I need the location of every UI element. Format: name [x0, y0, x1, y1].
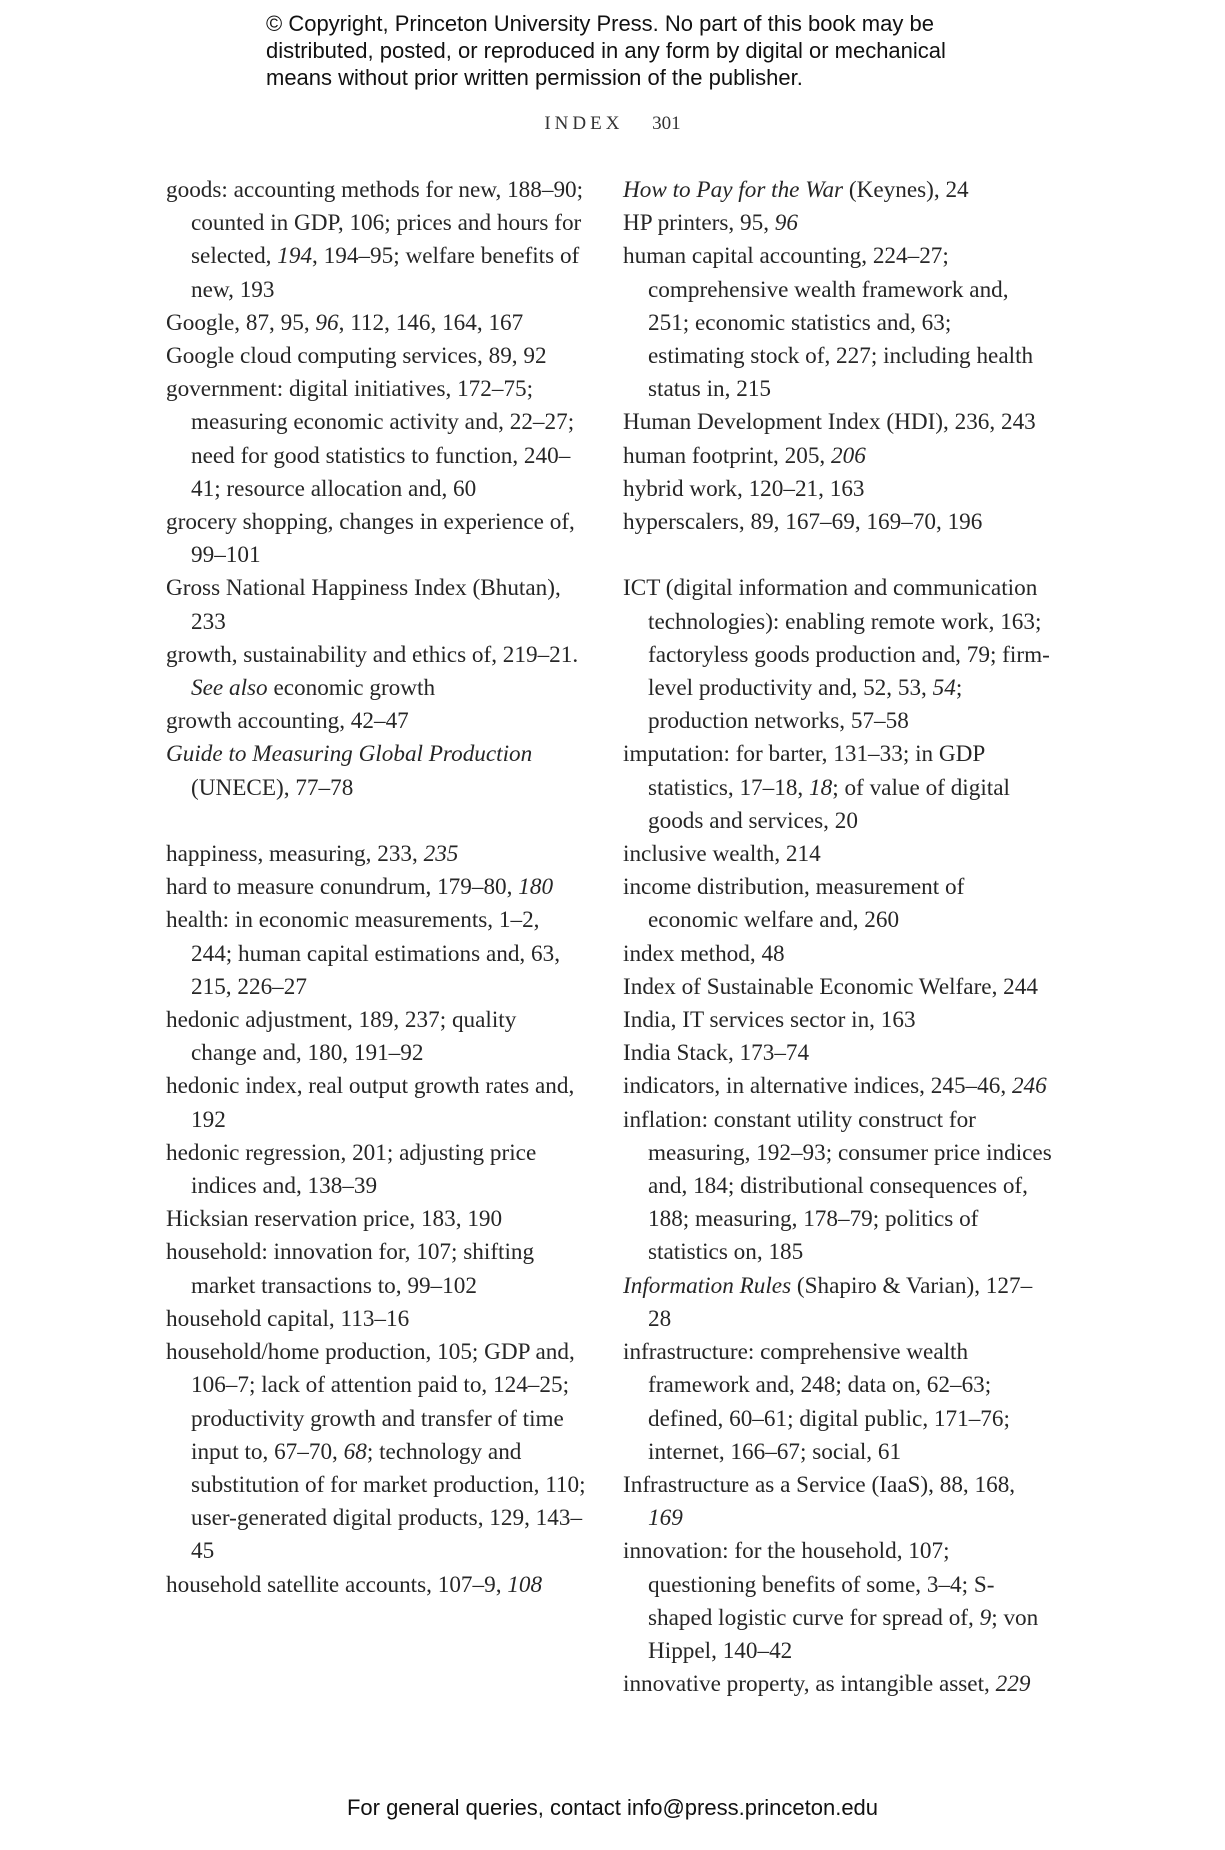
italic-text: 169	[648, 1505, 683, 1532]
entry-text: India Stack, 173–74	[623, 1040, 810, 1067]
index-entry	[623, 1668, 1053, 1701]
index-entry	[166, 705, 586, 738]
entry-text: inclusive wealth, 214	[623, 841, 821, 868]
index-entry	[166, 1070, 586, 1136]
italic-text: 54	[932, 675, 956, 702]
entry-text: Gross National Happiness Index (Bhutan), 233	[166, 575, 561, 635]
italic-text: How to Pay for the War	[623, 177, 844, 203]
contact-footer: For general queries, contact info@press.princeton.edu	[346, 1795, 879, 1820]
entry-text: indicators, in alternative indices, 245–46,	[623, 1073, 1012, 1100]
index-entry	[623, 971, 1053, 1004]
copyright-line: means without prior written permission of the publisher.	[266, 65, 803, 90]
running-head-title: INDEX	[544, 113, 624, 134]
entry-text: household: innovation for, 107; shifting market transactions to, 99–102	[166, 1239, 535, 1299]
index-entry	[166, 1303, 586, 1336]
entry-text: income distribution, measurement of economic welfare and, 260	[623, 874, 965, 934]
index-entry	[166, 1137, 586, 1203]
index-entry	[166, 738, 586, 804]
copyright-notice	[266, 10, 986, 91]
index-entry	[166, 904, 586, 1004]
page-number: 301	[652, 113, 681, 134]
entry-text: (Keynes), 24	[843, 177, 969, 203]
italic-text: Information Rules	[623, 1272, 792, 1299]
entry-text: ; von Hippel, 140–42	[648, 1604, 1039, 1664]
index-entry	[166, 506, 586, 572]
index-entry	[166, 174, 586, 307]
italic-text: 108	[507, 1571, 543, 1598]
italic-text: 9	[979, 1604, 992, 1631]
entry-text: household/home production, 105; GDP and, 106–7; lack of attention paid to, 124–25; productivity growth and transfer of time input to, 67–70,	[166, 1339, 575, 1465]
italic-text: 229	[995, 1671, 1031, 1698]
index-entry	[623, 406, 1053, 439]
index-entry	[166, 1004, 586, 1070]
italic-text: 96	[315, 309, 339, 336]
index-entry	[623, 207, 1053, 240]
entry-text: Index of Sustainable Economic Welfare, 244	[623, 973, 1038, 1000]
entry-text: household satellite accounts, 107–9,	[166, 1571, 508, 1598]
entry-text: human footprint, 205,	[623, 442, 832, 469]
entry-text: hedonic adjustment, 189, 237; quality change and, 180, 191–92	[166, 1007, 517, 1067]
entry-text: economic growth	[267, 675, 436, 702]
italic-text: See also	[191, 675, 268, 702]
index-entry	[623, 1037, 1053, 1070]
italic-text: 68	[343, 1438, 367, 1465]
index-entry	[623, 738, 1053, 838]
entry-text: India, IT services sector in, 163	[623, 1007, 916, 1034]
italic-text: 18	[809, 774, 833, 801]
index-entry	[166, 871, 586, 904]
entry-text: imputation: for barter, 131–33; in GDP statistics, 17–18,	[623, 741, 985, 801]
index-entry	[623, 838, 1053, 871]
entry-text: (Shapiro & Varian), 127–28	[648, 1272, 1033, 1332]
index-entry	[623, 1469, 1053, 1535]
entry-text: ; technology and substitution of for market production, 110; user-generated digital products, 129, 143–45	[191, 1438, 586, 1565]
entry-text: HP printers, 95,	[623, 210, 775, 237]
index-entry	[623, 871, 1053, 937]
entry-text: Infrastructure as a Service (IaaS), 88, 168,	[623, 1471, 1016, 1498]
index-column-right	[623, 174, 1053, 1701]
entry-text: , 112, 146, 164, 167	[338, 309, 524, 336]
index-entry	[166, 1203, 586, 1236]
index-entry	[623, 240, 1053, 406]
entry-text: innovative property, as intangible asset,	[623, 1671, 996, 1698]
entry-text: government: digital initiatives, 172–75; measuring economic activity and, 22–27; need for good statistics to function, 240–41; resource allocation and, 60	[166, 376, 575, 502]
entry-text: inflation: constant utility construct for measuring, 192–93; consumer price indices and, 184; distributional consequences of, 188; measuring, 178–79; politics of statistics on, 185	[623, 1106, 1052, 1266]
entry-text: Google, 87, 95,	[166, 309, 316, 336]
entry-text: innovation: for the household, 107; questioning benefits of some, 3–4; S-shaped logistic curve for spread of,	[623, 1538, 995, 1631]
index-entry	[623, 1336, 1053, 1469]
index-entry	[623, 1535, 1053, 1668]
italic-text: Guide to Measuring Global Production	[166, 741, 533, 768]
entry-text: growth, sustainability and ethics of, 219–21.	[166, 641, 579, 668]
index-entry	[166, 572, 586, 638]
index-entry	[166, 838, 586, 871]
copyright-line: distributed, posted, or reproduced in any form by digital or mechanical	[266, 38, 946, 63]
italic-text: 206	[831, 442, 866, 469]
italic-text: 246	[1011, 1073, 1047, 1100]
index-entry	[623, 1070, 1053, 1103]
entry-text: hard to measure conundrum, 179–80,	[166, 874, 519, 901]
index-entry	[623, 174, 1053, 207]
index-entry	[623, 572, 1053, 738]
italic-text: 180	[518, 874, 554, 901]
entry-text: Human Development Index (HDI), 236, 243	[623, 409, 1036, 436]
entry-text: hybrid work, 120–21, 163	[623, 475, 865, 502]
index-column-left	[166, 174, 586, 1602]
italic-text: 235	[423, 841, 459, 868]
entry-text: hyperscalers, 89, 167–69, 169–70, 196	[623, 509, 983, 536]
running-head	[0, 113, 1225, 135]
entry-text: infrastructure: comprehensive wealth framework and, 248; data on, 62–63; defined, 60–61; digital public, 171–76; internet, 166–67; social, 61	[623, 1339, 1010, 1465]
entry-text: hedonic index, real output growth rates and, 192	[166, 1073, 575, 1133]
index-entry	[166, 340, 586, 373]
index-entry	[623, 1104, 1053, 1270]
index-entry	[623, 938, 1053, 971]
entry-text: Google cloud computing services, 89, 92	[166, 343, 547, 370]
entry-text: goods: accounting methods for new, 188–90; counted in GDP, 106; prices and hours for selected,	[166, 177, 584, 270]
index-entry	[166, 1236, 586, 1302]
italic-text: 96	[774, 210, 798, 237]
index-entry	[166, 1336, 586, 1568]
entry-text: ICT (digital information and communication technologies): enabling remote work, 163; factoryless goods production and, 79; firm-level productivity and, 52, 53,	[623, 575, 1050, 702]
entry-text: happiness, measuring, 233,	[166, 841, 424, 868]
index-entry	[623, 440, 1053, 473]
index-entry	[623, 1270, 1053, 1336]
index-entry	[623, 506, 1053, 539]
italic-text: 194	[277, 243, 313, 270]
entry-text: health: in economic measurements, 1–2, 244; human capital estimations and, 63, 215, 226–27	[166, 907, 560, 1000]
entry-text: index method, 48	[623, 940, 785, 967]
entry-text: growth accounting, 42–47	[166, 708, 409, 735]
entry-text: hedonic regression, 201; adjusting price indices and, 138–39	[166, 1139, 537, 1200]
entry-text: human capital accounting, 224–27; comprehensive wealth framework and, 251; economic statistics and, 63; estimating stock of, 227; including health status in, 215	[623, 243, 1034, 403]
entry-text: household capital, 113–16	[166, 1305, 410, 1332]
entry-text: Hicksian reservation price, 183, 190	[166, 1206, 503, 1233]
entry-text: , 194–95; welfare benefits of new, 193	[191, 243, 580, 303]
index-entry	[166, 1569, 586, 1602]
index-entry	[166, 639, 586, 705]
index-entry	[623, 473, 1053, 506]
index-entry	[166, 307, 586, 340]
entry-text: grocery shopping, changes in experience of, 99–101	[166, 509, 575, 569]
index-entry	[166, 373, 586, 506]
index-entry	[623, 1004, 1053, 1037]
entry-text: ; of value of digital goods and services, 20	[648, 774, 1010, 834]
copyright-line: © Copyright, Princeton University Press. No part of this book may be	[266, 11, 934, 36]
entry-text: ; production networks, 57–58	[648, 675, 963, 735]
entry-text: (UNECE), 77–78	[191, 774, 354, 801]
